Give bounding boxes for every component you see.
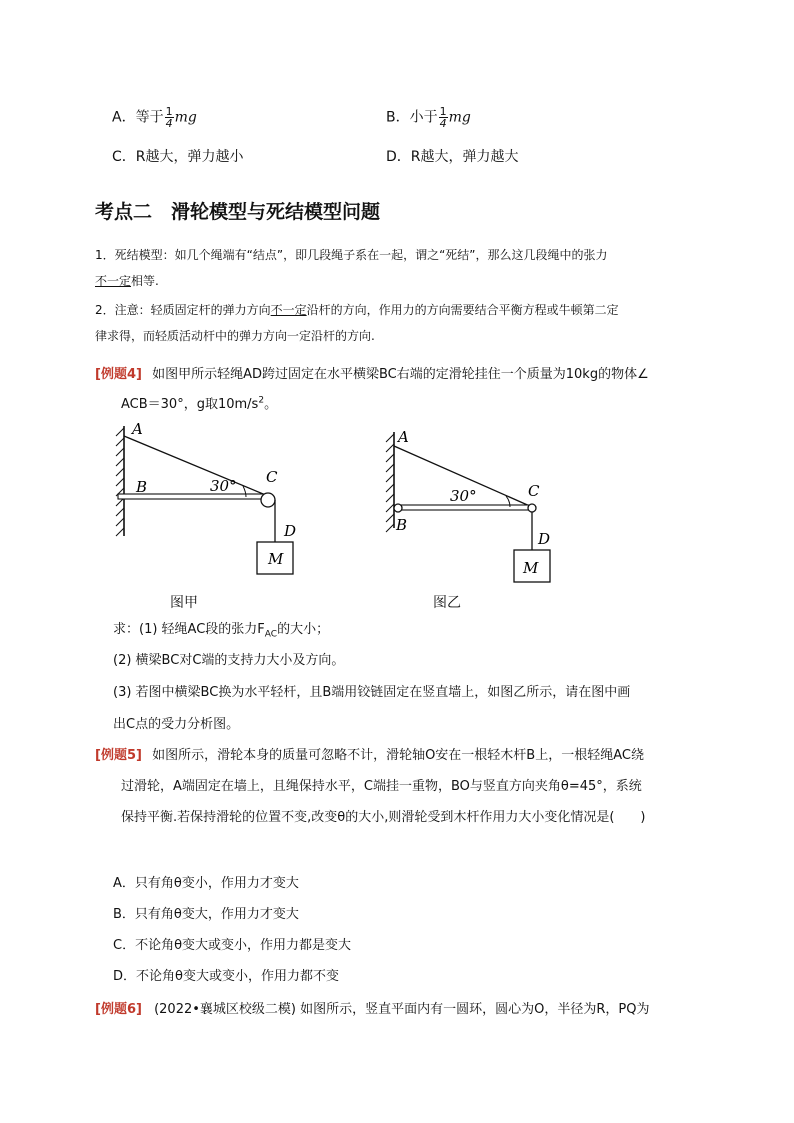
wall-right [386,432,394,532]
label-b: B [396,516,408,534]
example-4-tag: [例题4] [95,367,142,382]
figure-right [378,420,578,590]
ex5-option-b: B．只有角θ变大，作用力才变大 [113,907,299,922]
example-5-line-2: 过滑轮，A端固定在墙上，且绳保持水平，C端挂一重物，BO与竖直方向夹角θ=45°，系统 [121,779,642,794]
question-text: 的大小； [277,622,330,637]
example-5-text: 如图所示，滑轮本身的质量可忽略不计，滑轮轴O安在一根轻木杆B上，一根轻绳AC绕 [152,748,644,763]
note-2-line-2: 律求得，而轻质活动杆中的弹力方向一定沿杆的方向. [95,329,375,343]
pulley [261,493,275,507]
label-c: C [266,468,278,486]
option-b-prefix: B．小于 [386,109,438,126]
note-1-line-2 [95,272,159,289]
note-text: 2．注意：轻质固定杆的弹力方向 [95,303,271,317]
label-m: M [268,550,284,568]
example-4-line-2 [121,393,277,412]
example-4-text: ACB＝30°，g取10m/s [121,397,259,412]
label-b: B [136,478,148,496]
fraction-numerator: 1 [165,105,173,118]
wall-left [116,426,124,536]
option-b [386,106,471,129]
option-a-prefix: A．等于 [112,109,164,126]
option-d: D．R越大，弹力越大 [386,149,519,165]
underlined-text: 不一定 [270,303,307,317]
fraction-denominator: 4 [165,117,173,130]
label-c: C [528,482,540,500]
note-text: 相等. [131,274,159,288]
angle-label: 30° [450,487,477,505]
option-a [112,106,197,129]
label-a: A [398,428,409,446]
caption-left: 图甲 [170,595,198,611]
label-a: A [132,420,143,438]
example-6-line-1 [95,998,649,1017]
example-4-text: 。 [264,397,278,412]
question-text: 求：(1) 轻绳AC段的张力F [113,622,265,637]
fraction-quarter [165,106,174,129]
subscript: AC [264,629,278,640]
label-d: D [284,522,297,540]
superscript: 2 [258,395,265,406]
example-6-text: (2022•襄城区校级二模) 如图所示，竖直平面内有一圆环，圆心为O，半径为R，PQ为 [154,1002,650,1017]
example-5-tag: [例题5] [95,748,142,763]
section-title: 考点二 滑轮模型与死结模型问题 [95,201,381,223]
question-3-line-1: (3) 若图中横梁BC换为水平轻杆，且B端用铰链固定在竖直墙上，如图乙所示，请在图中画 [113,685,631,700]
caption-right: 图乙 [433,595,461,611]
fraction-denominator: 4 [439,117,447,130]
mg-symbol: mg [174,109,197,126]
angle-symbol: ∠ [637,367,649,382]
fraction-quarter [439,106,448,129]
note-text: 沿杆的方向，作用力的方向需要结合平衡方程或牛顿第二定 [306,303,619,317]
note-2-line-1 [95,301,619,318]
fraction-numerator: 1 [439,105,447,118]
underlined-text: 不一定 [95,274,132,288]
hinge-b [394,504,402,512]
example-6-tag: [例题6] [95,1002,142,1017]
label-d: D [538,530,551,548]
example-5-line-3: 保持平衡.若保持滑轮的位置不变,改变θ的大小,则滑轮受到木杆作用力大小变化情况是( ) [121,810,646,825]
label-m: M [523,559,539,577]
point-c [528,504,536,512]
mg-symbol: mg [448,109,471,126]
question-2: (2) 横梁BC对C端的支持力大小及方向。 [113,653,345,668]
example-5-line-1 [95,744,644,763]
question-1 [113,618,329,640]
ex5-option-c: C．不论角θ变大或变小，作用力都是变大 [113,938,352,953]
example-4-text: 如图甲所示轻绳AD跨过固定在水平横梁BC右端的定滑轮挂住一个质量为10kg的物体 [152,367,638,382]
ex5-option-d: D．不论角θ变大或变小，作用力都不变 [113,969,339,984]
ex5-option-a: A．只有角θ变小，作用力才变大 [113,876,299,891]
figure-left [110,418,310,618]
angle-label: 30° [210,477,237,495]
note-1-line-1: 1．死结模型：如几个绳端有“结点”，即几段绳子系在一起，谓之“死结”，那么这几段绳中的张力 [95,248,608,262]
example-4-line-1 [95,363,649,382]
option-c: C．R越大，弹力越小 [112,149,244,165]
question-3-line-2: 出C点的受力分析图。 [113,717,240,732]
